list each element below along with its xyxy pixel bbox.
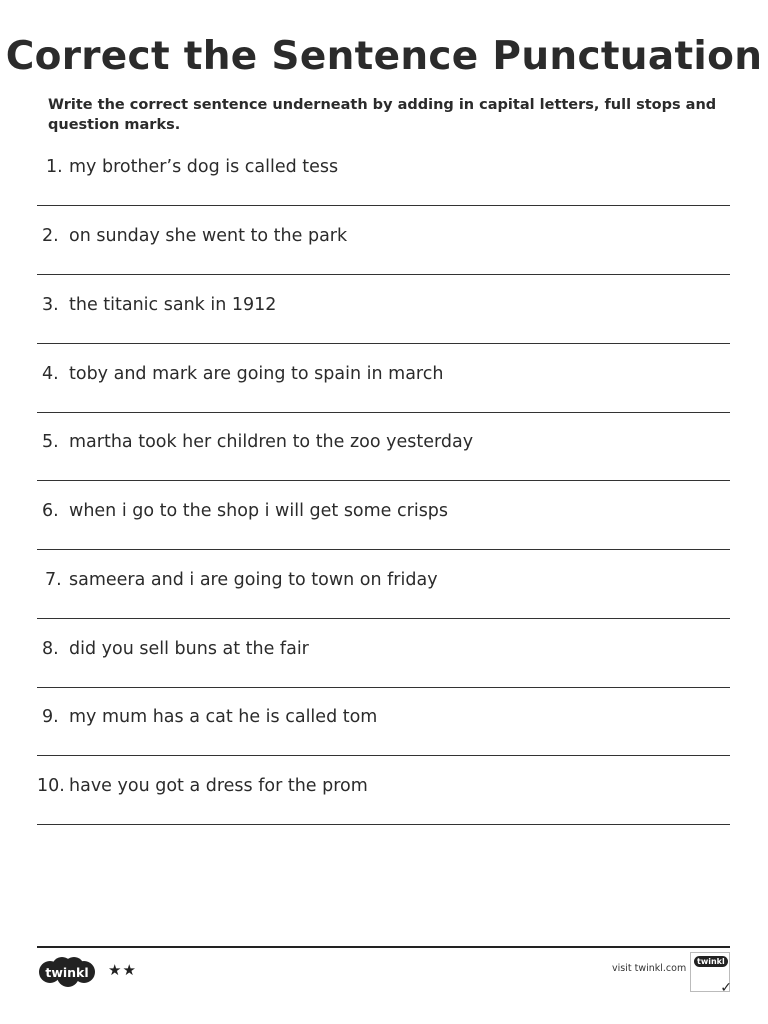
answer-line[interactable]	[37, 205, 730, 206]
question-number: 1.	[46, 157, 63, 177]
question-item	[37, 707, 730, 767]
question-item	[37, 776, 730, 836]
question-text: martha took her children to the zoo yesterday	[69, 432, 474, 452]
question-text: have you got a dress for the prom	[69, 776, 368, 796]
answer-line[interactable]	[37, 755, 730, 756]
answer-line[interactable]	[37, 480, 730, 481]
question-item	[37, 570, 730, 630]
question-number: 3.	[42, 295, 59, 315]
question-text: my mum has a cat he is called tom	[69, 707, 378, 727]
question-item	[37, 432, 730, 492]
answer-line[interactable]	[37, 618, 730, 619]
logo-text: twinkl	[45, 965, 89, 980]
question-item	[37, 295, 730, 355]
question-text: my brother’s dog is called tess	[69, 157, 339, 177]
question-number: 9.	[42, 707, 59, 727]
answer-line[interactable]	[37, 687, 730, 688]
question-number: 4.	[42, 364, 59, 384]
question-number: 6.	[42, 501, 59, 521]
question-item	[37, 501, 730, 561]
question-number: 2.	[42, 226, 59, 246]
visit-link[interactable]: visit twinkl.com	[612, 963, 687, 974]
question-number: 10.	[37, 776, 65, 796]
instructions: Write the correct sentence underneath by adding in capital letters, full stops and question marks.	[48, 97, 717, 133]
badge-logo-text: twinkl	[694, 956, 728, 967]
answer-line[interactable]	[37, 824, 730, 825]
question-text: sameera and i are going to town on friday	[69, 570, 438, 590]
question-number: 7.	[45, 570, 62, 590]
checkmark-icon: ✓	[720, 980, 732, 996]
question-item	[37, 226, 730, 286]
question-text: did you sell buns at the fair	[69, 639, 309, 659]
question-text: when i go to the shop i will get some crisps	[69, 501, 449, 521]
question-item	[37, 157, 730, 217]
question-item	[37, 639, 730, 699]
star-rating: ★★	[108, 961, 137, 979]
question-number: 5.	[42, 432, 59, 452]
quality-badge	[690, 952, 732, 996]
footer-divider	[37, 946, 730, 948]
question-text: on sunday she went to the park	[69, 226, 348, 246]
answer-line[interactable]	[37, 343, 730, 344]
twinkl-logo	[38, 956, 96, 988]
answer-line[interactable]	[37, 549, 730, 550]
question-item	[37, 364, 730, 424]
page-title: Correct the Sentence Punctuation	[5, 34, 763, 79]
answer-line[interactable]	[37, 274, 730, 275]
answer-line[interactable]	[37, 412, 730, 413]
question-text: the titanic sank in 1912	[69, 295, 277, 315]
question-text: toby and mark are going to spain in march	[69, 364, 444, 384]
question-number: 8.	[42, 639, 59, 659]
